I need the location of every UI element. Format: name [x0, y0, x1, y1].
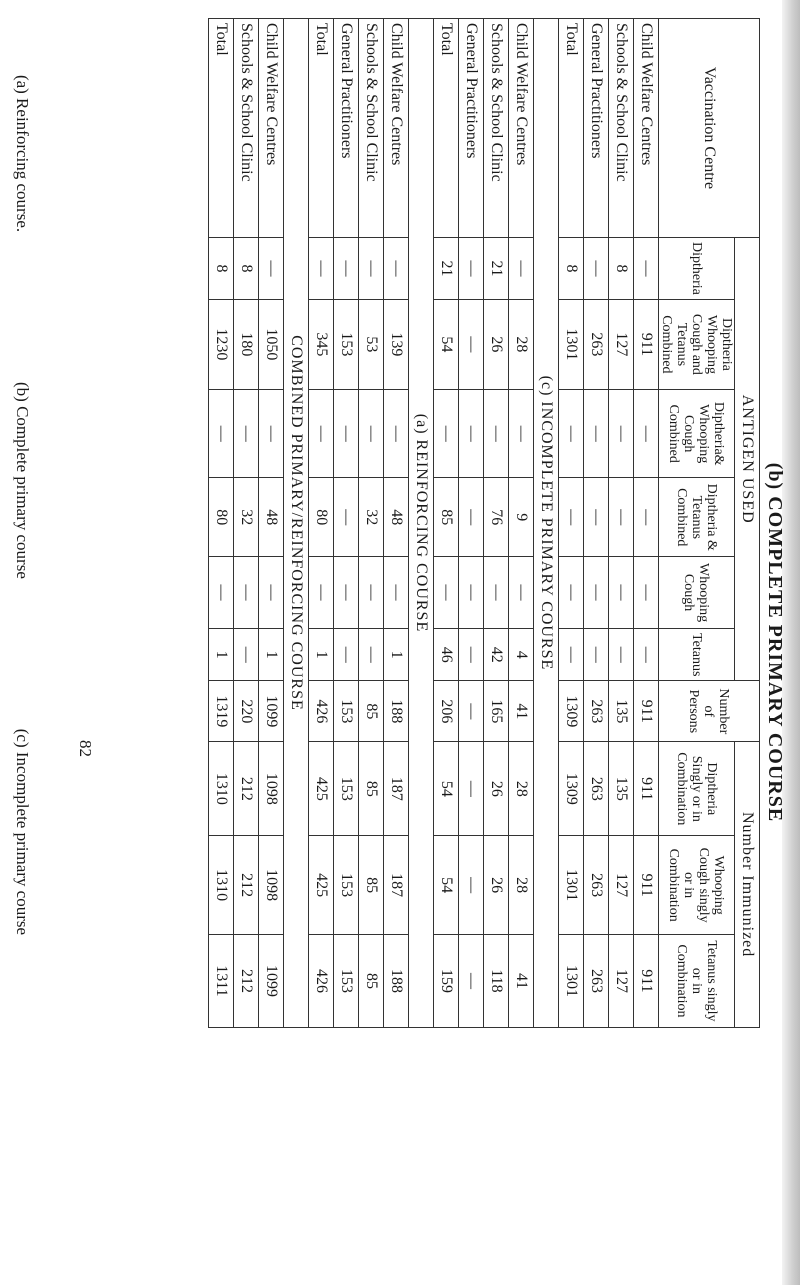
table-cell: 159: [434, 934, 459, 1027]
table-cell: —: [209, 557, 234, 629]
table-cell: —: [459, 742, 484, 836]
table-cell: 9: [509, 478, 534, 557]
table-cell: 911: [634, 836, 659, 934]
table-cell: —: [559, 478, 584, 557]
table-cell: —: [609, 478, 634, 557]
table-cell: 911: [634, 934, 659, 1027]
table-cell: 127: [609, 934, 634, 1027]
table-cell: —: [209, 389, 234, 478]
table-cell: 53: [359, 299, 384, 389]
column-heading: Diptheria: [659, 238, 735, 300]
table-cell: 4: [509, 629, 534, 681]
column-heading: Diptheria Whooping Cough and Tetanus Combined: [659, 299, 735, 389]
table-cell: 135: [609, 742, 634, 836]
table-cell: 26: [484, 299, 509, 389]
table-cell: 1050: [259, 299, 284, 389]
column-heading: Tetanus: [659, 629, 735, 681]
table-cell: 80: [309, 478, 334, 557]
table-cell: —: [334, 238, 359, 300]
table-cell: —: [459, 238, 484, 300]
table-cell: —: [459, 934, 484, 1027]
table-cell: 206: [434, 681, 459, 742]
table-cell: 28: [509, 299, 534, 389]
table-cell: —: [384, 238, 409, 300]
footnote: (a) Reinforcing course.: [13, 74, 32, 233]
section-row: [284, 19, 309, 1028]
row-label: General Practitioners: [584, 19, 609, 238]
table-cell: —: [509, 238, 534, 300]
table-cell: 1: [309, 629, 334, 681]
table-cell: 188: [384, 681, 409, 742]
table-cell: 85: [359, 681, 384, 742]
column-heading: Whooping Cough singly or in Combination: [659, 836, 735, 934]
row-label: Total: [209, 19, 234, 238]
table-cell: 1309: [559, 681, 584, 742]
table-cell: —: [234, 389, 259, 478]
table-cell: 212: [234, 742, 259, 836]
table-row: [384, 19, 409, 1028]
table-cell: —: [459, 557, 484, 629]
section-row: [534, 19, 559, 1028]
table-cell: —: [484, 389, 509, 478]
table-cell: 76: [484, 478, 509, 557]
table-row: [609, 19, 634, 1028]
column-heading: Whooping Cough: [659, 557, 735, 629]
table-cell: 1: [259, 629, 284, 681]
table-row: [234, 19, 259, 1028]
table-cell: —: [584, 557, 609, 629]
table-cell: 212: [234, 934, 259, 1027]
row-label: Total: [309, 19, 334, 238]
table-cell: 1099: [259, 681, 284, 742]
column-heading: Tetanus singly or in Combination: [659, 934, 735, 1027]
table-cell: —: [359, 389, 384, 478]
table-cell: —: [234, 629, 259, 681]
row-label: General Practitioners: [334, 19, 359, 238]
table-cell: 8: [234, 238, 259, 300]
table-cell: 127: [609, 299, 634, 389]
table-cell: —: [334, 389, 359, 478]
table-row: [359, 19, 384, 1028]
table-cell: 1230: [209, 299, 234, 389]
table-cell: —: [434, 389, 459, 478]
table-cell: —: [484, 557, 509, 629]
table-row: [634, 19, 659, 1028]
table-cell: 80: [209, 478, 234, 557]
row-label: Total: [559, 19, 584, 238]
column-heading: Diptheria Singly or in Combination: [659, 742, 735, 836]
table-row: [209, 19, 234, 1028]
table-cell: —: [559, 557, 584, 629]
section-title: (a) REINFORCING COURSE: [409, 19, 434, 1028]
table-cell: 1310: [209, 836, 234, 934]
table-cell: 165: [484, 681, 509, 742]
table-row: [509, 19, 534, 1028]
page-number: 82: [76, 740, 95, 757]
table-cell: 1310: [209, 742, 234, 836]
table-cell: 425: [309, 836, 334, 934]
table-cell: —: [634, 238, 659, 300]
table-cell: —: [359, 238, 384, 300]
row-label: Schools & School Clinic: [359, 19, 384, 238]
table-row: [459, 19, 484, 1028]
table-cell: 187: [384, 836, 409, 934]
footnotes: [12, 0, 32, 1010]
table-cell: 220: [234, 681, 259, 742]
table-row: [259, 19, 284, 1028]
table-cell: —: [584, 238, 609, 300]
table-cell: 1098: [259, 742, 284, 836]
table-cell: 26: [484, 836, 509, 934]
table-cell: 118: [484, 934, 509, 1027]
table-cell: —: [584, 478, 609, 557]
table-cell: 212: [234, 836, 259, 934]
table-cell: 425: [309, 742, 334, 836]
table-cell: 1309: [559, 742, 584, 836]
row-label: Total: [434, 19, 459, 238]
table-cell: 42: [484, 629, 509, 681]
table-cell: —: [584, 389, 609, 478]
table-cell: —: [634, 557, 659, 629]
table-cell: 28: [509, 836, 534, 934]
table-cell: 1301: [559, 836, 584, 934]
table-cell: 26: [484, 742, 509, 836]
table-cell: 28: [509, 742, 534, 836]
table-row: [434, 19, 459, 1028]
table-cell: 426: [309, 681, 334, 742]
table-cell: 32: [234, 478, 259, 557]
table-cell: 188: [384, 934, 409, 1027]
table-cell: —: [509, 557, 534, 629]
table-cell: 1319: [209, 681, 234, 742]
table-cell: 46: [434, 629, 459, 681]
section-title: (c) INCOMPLETE PRIMARY COURSE: [534, 19, 559, 1028]
table-cell: 153: [334, 681, 359, 742]
table-cell: 911: [634, 742, 659, 836]
table-cell: —: [384, 557, 409, 629]
table-cell: 1098: [259, 836, 284, 934]
table-cell: 263: [584, 681, 609, 742]
table-cell: 127: [609, 836, 634, 934]
footnote: (b) Complete primary course: [13, 382, 32, 579]
table-cell: 21: [484, 238, 509, 300]
table-cell: —: [584, 629, 609, 681]
row-label: Child Welfare Centres: [259, 19, 284, 238]
table-cell: —: [459, 478, 484, 557]
table-cell: —: [609, 629, 634, 681]
table-cell: 345: [309, 299, 334, 389]
table-cell: —: [259, 389, 284, 478]
table-cell: —: [459, 836, 484, 934]
table-cell: —: [459, 389, 484, 478]
table-cell: 139: [384, 299, 409, 389]
table-cell: —: [634, 389, 659, 478]
table-cell: 263: [584, 934, 609, 1027]
footnote: (c) Incomplete primary course: [13, 728, 32, 936]
table-cell: 85: [434, 478, 459, 557]
table-cell: 8: [559, 238, 584, 300]
table-cell: —: [559, 629, 584, 681]
table-cell: 85: [359, 934, 384, 1027]
table-cell: 48: [384, 478, 409, 557]
table-cell: 54: [434, 299, 459, 389]
table-cell: —: [609, 557, 634, 629]
table-cell: 153: [334, 934, 359, 1027]
table-cell: —: [459, 681, 484, 742]
table-cell: —: [309, 557, 334, 629]
table-row: [334, 19, 359, 1028]
table-cell: 1301: [559, 934, 584, 1027]
table-cell: —: [334, 557, 359, 629]
table-cell: —: [434, 557, 459, 629]
table-cell: 1099: [259, 934, 284, 1027]
table-cell: —: [334, 629, 359, 681]
row-label: Schools & School Clinic: [234, 19, 259, 238]
section-row: [409, 19, 434, 1028]
immunization-table: [208, 18, 760, 1028]
table-cell: 263: [584, 742, 609, 836]
table-cell: —: [459, 299, 484, 389]
column-heading: Number of Persons: [659, 681, 760, 742]
table-body: [209, 19, 659, 1028]
table-cell: 1301: [559, 299, 584, 389]
table-cell: 180: [234, 299, 259, 389]
number-immunized-heading: Number Immunized: [735, 742, 760, 1028]
table-row: [484, 19, 509, 1028]
row-label: Schools & School Clinic: [484, 19, 509, 238]
table-cell: 1311: [209, 934, 234, 1027]
table-cell: 135: [609, 681, 634, 742]
table-cell: 32: [359, 478, 384, 557]
table-cell: —: [259, 557, 284, 629]
table-cell: 85: [359, 742, 384, 836]
table-cell: 54: [434, 742, 459, 836]
column-heading: Diptheria& Whooping Cough Combined: [659, 389, 735, 478]
table-cell: 48: [259, 478, 284, 557]
vaccination-centre-heading: Vaccination Centre: [659, 19, 760, 238]
table-cell: 1: [209, 629, 234, 681]
table-cell: —: [634, 629, 659, 681]
table-cell: 263: [584, 299, 609, 389]
table-cell: —: [634, 478, 659, 557]
table-row: [559, 19, 584, 1028]
table-cell: 911: [634, 299, 659, 389]
table-cell: 85: [359, 836, 384, 934]
table-row: [309, 19, 334, 1028]
table-row: [584, 19, 609, 1028]
table-cell: 8: [609, 238, 634, 300]
table-cell: 1: [384, 629, 409, 681]
row-label: Child Welfare Centres: [384, 19, 409, 238]
table-cell: 263: [584, 836, 609, 934]
row-label: Child Welfare Centres: [634, 19, 659, 238]
row-label: General Practitioners: [459, 19, 484, 238]
table-cell: —: [309, 389, 334, 478]
table-cell: —: [359, 557, 384, 629]
table-cell: —: [359, 629, 384, 681]
table-cell: —: [234, 557, 259, 629]
table-cell: 153: [334, 836, 359, 934]
table-cell: —: [384, 389, 409, 478]
table-cell: 8: [209, 238, 234, 300]
column-heading: Diptheria & Tetanus Combined: [659, 478, 735, 557]
antigen-used-heading: ANTIGEN USED: [735, 238, 760, 681]
page-title: (b) COMPLETE PRIMARY COURSE: [764, 462, 786, 823]
table-cell: 911: [634, 681, 659, 742]
table-cell: 41: [509, 934, 534, 1027]
table-cell: —: [559, 389, 584, 478]
row-label: Child Welfare Centres: [509, 19, 534, 238]
table-cell: 54: [434, 836, 459, 934]
table-cell: 21: [434, 238, 459, 300]
table-cell: —: [509, 389, 534, 478]
section-title: COMBINED PRIMARY/REINFORCING COURSE: [284, 19, 309, 1028]
table-cell: —: [259, 238, 284, 300]
table-cell: —: [334, 478, 359, 557]
table-cell: —: [459, 629, 484, 681]
table-cell: 41: [509, 681, 534, 742]
table-cell: —: [309, 238, 334, 300]
table-cell: —: [609, 389, 634, 478]
table-cell: 426: [309, 934, 334, 1027]
row-label: Schools & School Clinic: [609, 19, 634, 238]
table-cell: 187: [384, 742, 409, 836]
table-cell: 153: [334, 299, 359, 389]
table-cell: 153: [334, 742, 359, 836]
